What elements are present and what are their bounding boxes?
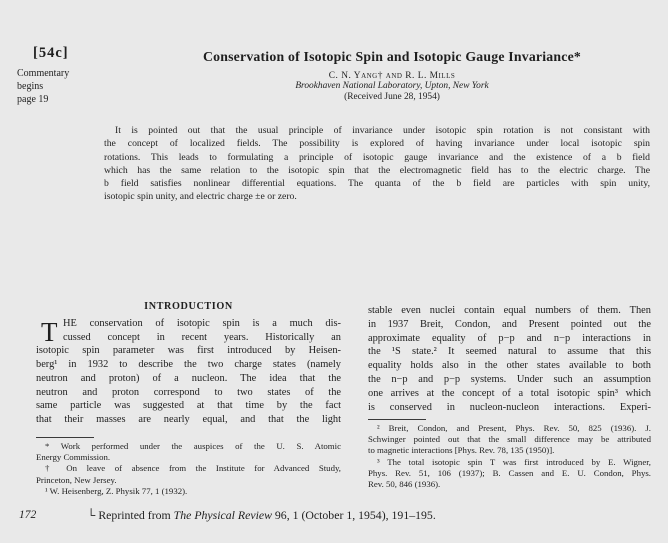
affiliation: Brookhaven National Laboratory, Upton, New York xyxy=(295,81,489,91)
text-line: HE conservation of isotopic spin is a much dis- xyxy=(63,318,341,329)
section-heading-introduction: INTRODUCTION xyxy=(144,301,233,312)
footnote-line: Energy Commission. xyxy=(36,452,111,463)
text-line: in 1937 Breit, Condon, and Present pointed out the xyxy=(368,318,651,330)
text-line: cussed concept in recent years. Historically an xyxy=(63,331,341,343)
footnote-line: * Work performed under the auspices of the U. S. Atomic xyxy=(45,441,341,451)
text-line: the ¹S state.² It seemed natural to assume that this xyxy=(368,346,651,358)
margin-note xyxy=(17,67,69,106)
abstract xyxy=(104,124,650,204)
text-line: neutron and proton correspond to two states of the xyxy=(36,386,341,398)
footnote-line: ³ The total isotopic spin T was first introduced by E. Wigner, xyxy=(377,456,651,467)
reprint-mark: └ xyxy=(87,508,96,522)
text-line: stable even nuclei contain equal numbers of them. Then xyxy=(368,305,651,316)
text-line: the n−p and p−p systems. Under such an assumption xyxy=(368,373,651,385)
abstract-line: isotopic spin unity, and electric charge ±e or zero. xyxy=(104,191,297,203)
footnote-line: to magnetic interactions [Phys. Rev. 78, 135 (1950)]. xyxy=(368,445,555,456)
footnote-rule-left xyxy=(36,437,94,438)
footnote-line: ² Breit, Condon, and Present, Phys. Rev. 50, 825 (1936). J. xyxy=(377,423,651,433)
paper-header xyxy=(128,49,656,102)
intro-lines xyxy=(36,317,341,427)
footnote-line: Rev. 50, 846 (1936). xyxy=(368,479,441,490)
abstract-line: which has the same relation to the isotopic spin that the electromagnetic field has to the electric charge. The xyxy=(104,164,650,176)
abstract-line: rotations. This leads to formulating a principle of isotopic gauge invariance and the existence of a b field xyxy=(104,151,650,163)
drop-cap: T xyxy=(41,317,58,347)
footnote-line: Princeton, New Jersey. xyxy=(36,474,117,485)
abstract-line: the concept of localized fields. The possibility is explored of having invariance under local isotopic spin xyxy=(104,138,650,150)
footnote-line: ¹ W. Heisenberg, Z. Physik 77, 1 (1932). xyxy=(45,485,188,496)
paper-title: Conservation of Isotopic Spin and Isotopic Gauge Invariance* xyxy=(202,49,582,64)
footnote-rule-right xyxy=(368,419,426,420)
text-line: is conserved in nucleon-nucleon interactions. Experi- xyxy=(368,401,651,413)
left-footnotes xyxy=(36,441,341,497)
reprint-line xyxy=(87,508,436,523)
text-line: neutron and proton) of a nucleon. The idea that the xyxy=(36,372,341,384)
left-column xyxy=(36,301,341,427)
margin-note-line: page 19 xyxy=(17,94,49,105)
text-line: equality holds also in the other states available to both xyxy=(368,360,651,372)
margin-note-line: begins xyxy=(17,81,44,92)
abstract-line: It is pointed out that the usual principle of invariance under isotopic spin rotation is not consistant with xyxy=(115,125,650,136)
reprint-journal-title: The Physical Review xyxy=(173,508,272,522)
footnote-line: Schwinger pointed out that the small difference may be attributed xyxy=(368,434,651,445)
authors: C. N. Yang† and R. L. Mills xyxy=(328,71,456,81)
margin-note-line: Commentary xyxy=(17,68,70,79)
text-line: same particle was suggested at that time by the fact xyxy=(36,400,341,412)
footnote-line: Phys. Rev. 51, 106 (1937); B. Cassen and E. U. Condon, Phys. xyxy=(368,467,651,478)
page-number: 172 xyxy=(19,509,37,521)
reprint-suffix: 96, 1 (October 1, 1954), 191–195. xyxy=(271,508,436,522)
right-footnotes xyxy=(368,423,651,490)
reference-tag: [54c] xyxy=(33,45,69,61)
footnote-line: † On leave of absence from the Institute for Advanced Study, xyxy=(45,463,341,474)
text-line: berg¹ in 1932 to describe the two charge states (namely xyxy=(36,359,341,371)
reprint-prefix: Reprinted from xyxy=(98,508,174,522)
text-line: one arrives at the concept of a total isotopic spin³ which xyxy=(368,387,651,399)
text-line: approximate equality of p−p and n−p interactions in xyxy=(368,332,651,344)
text-line: that their masses are nearly equal, and that the light xyxy=(36,413,341,425)
received-date: (Received June 28, 1954) xyxy=(344,92,440,102)
right-column xyxy=(368,304,651,414)
intro-paragraph xyxy=(36,317,341,427)
abstract-line: b field satisfies nonlinear differential equations. The quanta of the b field are particles with spin unity, xyxy=(104,178,650,190)
text-line: isotopic spin parameter was first introduced by Heisen- xyxy=(36,345,341,357)
